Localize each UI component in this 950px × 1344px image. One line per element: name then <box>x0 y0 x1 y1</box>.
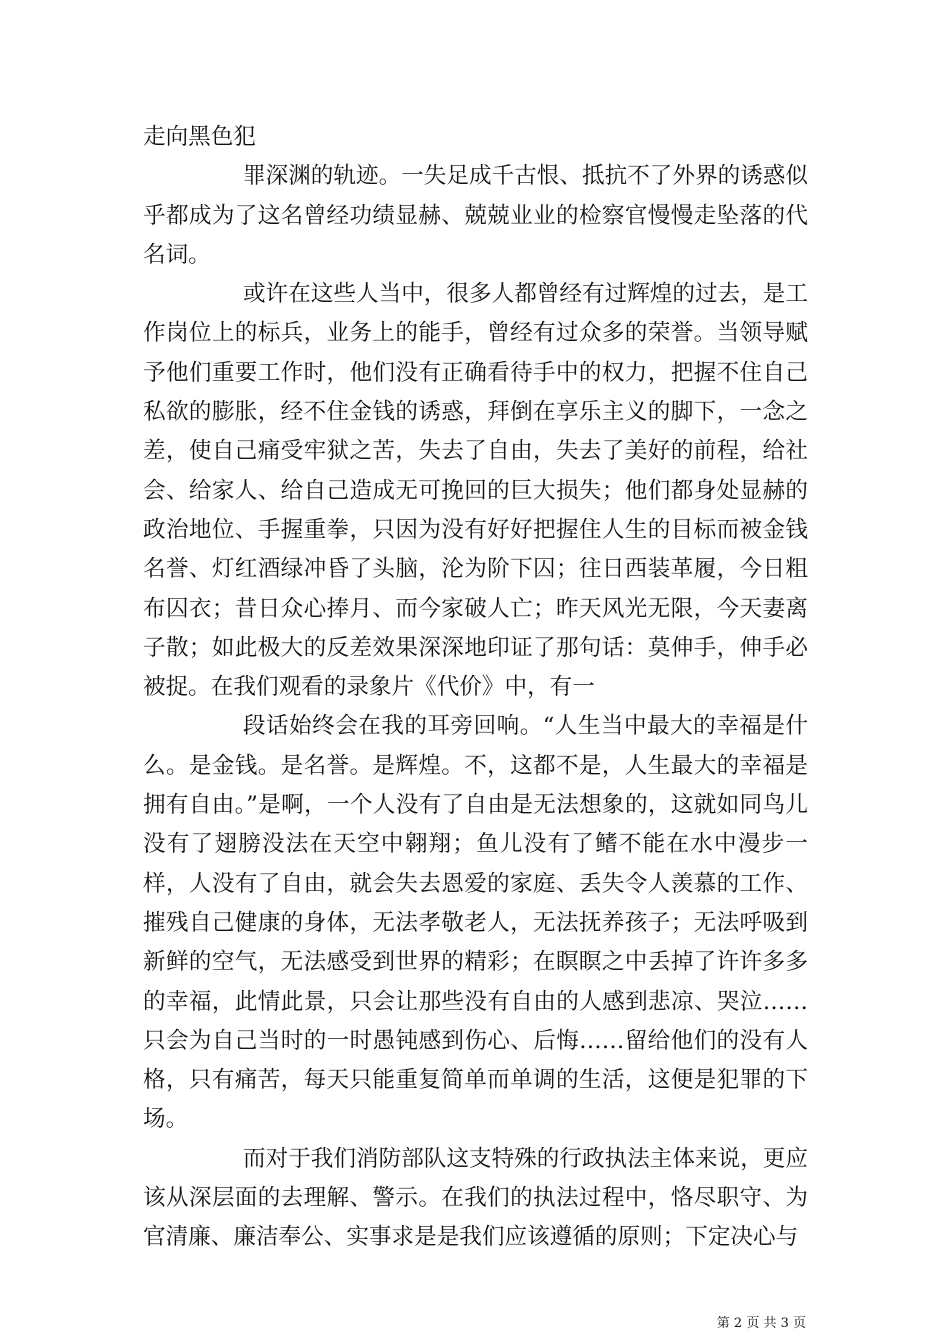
paragraph-1: 走向黑色犯 <box>143 124 256 150</box>
page-number-footer: 第 2 页 共 3 页 <box>716 1316 806 1331</box>
paragraph-5: 而对于我们消防部队这支特殊的行政执法主体来说，更应该从深层面的去理解、警示。在我们的执法过程中，恪尽职守、为官清廉、廉洁奉公、实事求是是我们应该遵循的原则；下定决心与 <box>143 1145 808 1251</box>
paragraph-4: 段话始终会在我的耳旁回响。“人生当中最大的幸福是什么。是金钱。是名誉。是辉煌。不，这都不是，人生最大的幸福是拥有自由。”是啊，一个人没有了自由是无法想象的，这就如同鸟儿没有了翅膀没法在天空中翱翔；鱼儿没有了鳍不能在水中漫步一样，人没有了自由，就会失去恩爱的家庭、丢失令人羡慕的工作、摧残自己健康的身体，无法孝敬老人，无法抚养孩子；无法呼吸到新鲜的空气，无法感受到世界的精彩；在瞑瞑之中丢掉了许许多多的幸福，此情此景，只会让那些没有自由的人感到悲凉、哭泣……只会为自己当时的一时愚钝感到伤心、后悔……留给他们的没有人格，只有痛苦，每天只能重复简单而单调的生活，这便是犯罪的下场。 <box>143 713 808 1133</box>
document-body <box>143 118 808 1258</box>
paragraph-2: 罪深渊的轨迹。一失足成千古恨、抵抗不了外界的诱惑似乎都成为了这名曾经功绩显赫、兢兢业业的检察官慢慢走坠落的代名词。 <box>143 163 808 268</box>
paragraph-3: 或许在这些人当中，很多人都曾经有过辉煌的过去，是工作岗位上的标兵，业务上的能手，曾经有过众多的荣誉。当领导赋予他们重要工作时，他们没有正确看待手中的权力，把握不住自己私欲的膨胀，经不住金钱的诱惑，拜倒在享乐主义的脚下，一念之差，使自己痛受牢狱之苦，失去了自由，失去了美好的前程，给社会、给家人、给自己造成无可挽回的巨大损失；他们都身处显赫的政治地位、手握重拳，只因为没有好好把握住人生的目标而被金钱名誉、灯红酒绿冲昏了头脑，沦为阶下囚；往日西装革履，今日粗布囚衣；昔日众心捧月、而今家破人亡；昨天风光无限，今天妻离子散；如此极大的反差效果深深地印证了那句话：莫伸手，伸手必被捉。在我们观看的录象片《代价》中，有一 <box>143 281 808 701</box>
